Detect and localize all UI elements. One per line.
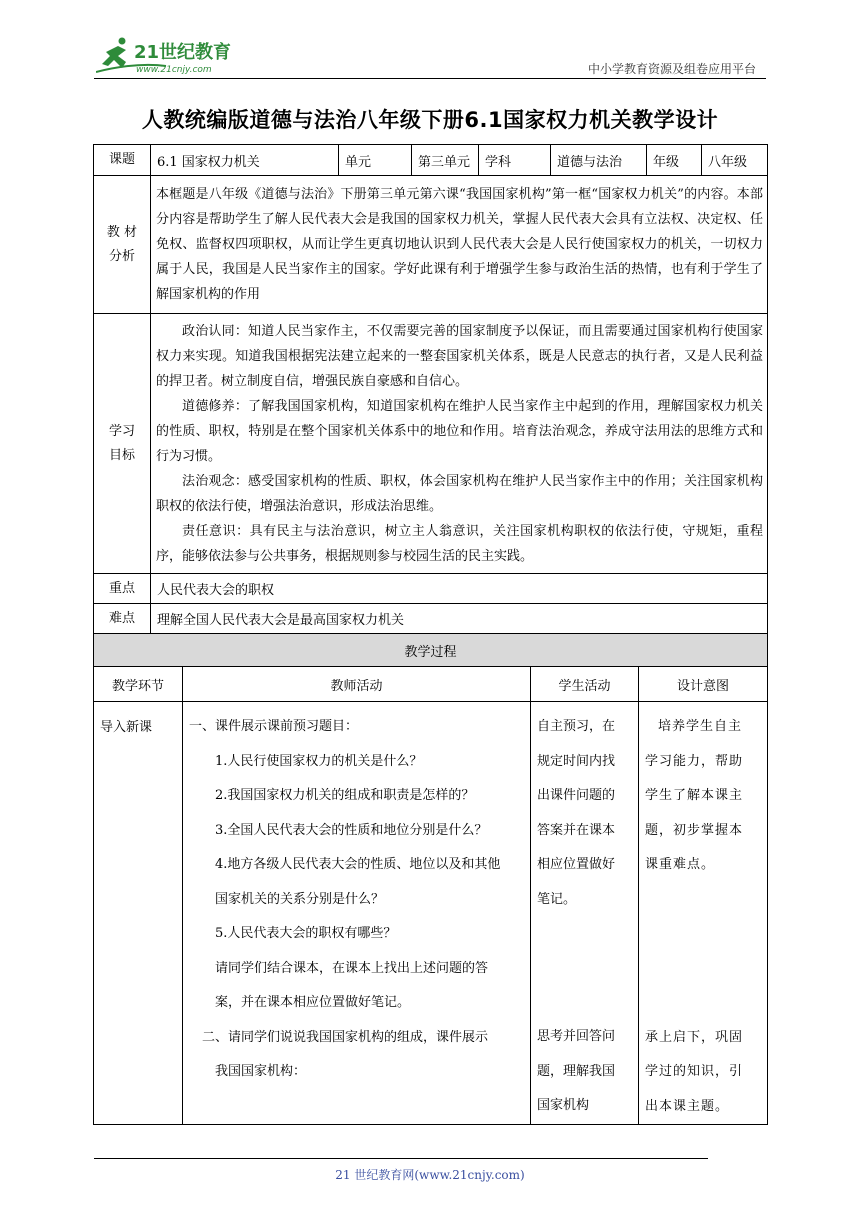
analysis-row xyxy=(94,176,768,314)
subject-value: 道德与法治 xyxy=(551,145,647,176)
intent-line: 出本课主题。 xyxy=(645,1098,730,1114)
key-point-label: 重点 xyxy=(94,574,151,604)
footer-divider xyxy=(94,1158,708,1159)
design-intent-cell xyxy=(639,702,768,1125)
analysis-paragraph: 本框题是八年级《道德与法治》下册第三单元第六课“我国国家机构”第一框“国家权力机关”的内容。本部分内容是帮助学生了解人民代表大会是我国的国家权力机关，掌握人民代表大会具有立法权、决定权、任免权、监督权四项职权，从而让学生更真切地认识到人民代表大会是人民行使国家权力的机关，一切权力属于人民，我国是人民当家作主的国家。学好此课有利于增强学生参与政治生活的热情，也有利于学生了解国家机构的作用 xyxy=(156,187,763,302)
teaching-process-table xyxy=(93,633,768,1125)
footer-text: 21 世纪教育网(www.21cnjy.com) xyxy=(335,1168,525,1182)
column-header: 设计意图 xyxy=(639,667,768,702)
goals-row xyxy=(94,314,768,574)
topic-label: 课题 xyxy=(94,145,151,176)
column-header: 学生活动 xyxy=(531,667,639,702)
intent-line: 培养学生自主 xyxy=(658,719,743,734)
teacher-line: 案，并在课本相应位置做好笔记。 xyxy=(215,995,411,1010)
header-divider xyxy=(94,78,766,79)
analysis-text xyxy=(151,176,768,314)
page-title: 人教统编版道德与法治八年级下册6.1国家权力机关教学设计 xyxy=(141,108,719,132)
student-line: 笔记。 xyxy=(537,891,577,907)
table-row xyxy=(94,702,768,1125)
student-line: 答案并在课本 xyxy=(537,822,616,838)
goal-paragraph: 政治认同：知道人民当家作主，不仅需要完善的国家制度予以保证，而且需要通过国家机构行使国家权力来实现。知道我国根据宪法建立起来的一整套国家机关体系，既是人民意志的执行者，又是人民利益的捍卫者。树立制度自信，增强民族自豪感和自信心。 xyxy=(156,323,763,389)
subject-label: 学科 xyxy=(479,145,551,176)
teacher-line: 我国国家机构： xyxy=(215,1064,307,1079)
intent-line: 课重难点。 xyxy=(645,857,716,872)
logo-main-text: 21世纪教育 xyxy=(134,42,232,63)
teacher-line: 2.我国国家权力机关的组成和职责是怎样的？ xyxy=(215,788,475,803)
grade-label: 年级 xyxy=(647,145,702,176)
spacer xyxy=(537,917,632,1020)
teacher-line: 1.人民行使国家权力的机关是什么？ xyxy=(215,753,423,769)
difficulty-row xyxy=(94,604,768,634)
student-activity-cell xyxy=(531,702,639,1125)
logo-url-text: www.21cnjy.com xyxy=(136,65,212,75)
teacher-line: 二、请同学们说说我国国家机构的组成，课件展示 xyxy=(202,1029,489,1045)
teacher-line: 一、课件展示课前预习题目： xyxy=(189,719,359,734)
difficulty-label: 难点 xyxy=(94,604,151,634)
unit-label: 单元 xyxy=(339,145,412,176)
intent-line: 学生了解本课主 xyxy=(645,788,744,803)
unit-value: 第三单元 xyxy=(412,145,479,176)
goals-label: 学习 目标 xyxy=(94,314,151,574)
student-line: 规定时间内找 xyxy=(537,753,616,769)
grade-value: 八年级 xyxy=(702,145,768,176)
student-line: 自主预习，在 xyxy=(537,719,616,734)
teacher-line: 5.人民代表大会的职权有哪些？ xyxy=(215,926,397,941)
teacher-activity-cell xyxy=(183,702,531,1125)
process-heading: 教学过程 xyxy=(94,634,768,667)
key-point-row xyxy=(94,574,768,604)
info-row xyxy=(94,145,768,176)
goals-text xyxy=(151,314,768,574)
goal-paragraph: 法治观念：感受国家机构的性质、职权，体会国家机构在维护人民当家作主中的作用；关注国家机构职权的依法行使，增强法治意识，形成法治思维。 xyxy=(156,473,763,514)
student-line: 相应位置做好 xyxy=(537,857,616,872)
difficulty-text: 理解全国人民代表大会是最高国家权力机关 xyxy=(151,604,768,634)
intent-line: 题，初步掌握本 xyxy=(645,822,744,838)
student-line: 出课件问题的 xyxy=(537,788,616,803)
column-header: 教学环节 xyxy=(94,667,183,702)
goal-paragraph: 责任意识：具有民主与法治意识，树立主人翁意识，关注国家机构职权的依法行使，守规矩，重程序，能够依法参与公共事务，根据规则参与校园生活的民主实践。 xyxy=(156,523,763,564)
platform-name: 中小学教育资源及组卷应用平台 xyxy=(587,62,756,76)
column-header-row xyxy=(94,667,768,702)
teacher-line: 4.地方各级人民代表大会的性质、地位以及和其他 xyxy=(215,857,501,872)
student-line: 思考并回答问 xyxy=(537,1029,616,1044)
goal-paragraph: 道德修养：了解我国国家机构，知道国家机构在维护人民当家作主中起到的作用，理解国家权力机关的性质、职权，特别是在整个国家机关体系中的地位和作用。培育法治观念，养成守法用法的思维方式和行为习惯。 xyxy=(156,398,763,464)
student-line: 题，理解我国 xyxy=(537,1063,616,1079)
spacer xyxy=(645,883,761,1021)
intent-line: 学过的知识，引 xyxy=(645,1064,744,1079)
student-line: 国家机构 xyxy=(537,1098,590,1113)
stage-cell: 导入新课 xyxy=(94,702,183,1125)
intent-line: 学习能力，帮助 xyxy=(645,753,744,769)
site-logo xyxy=(96,36,266,80)
analysis-label: 教 材 分析 xyxy=(94,176,151,314)
key-point-text: 人民代表大会的职权 xyxy=(151,574,768,604)
column-header: 教师活动 xyxy=(183,667,531,702)
process-heading-row xyxy=(94,634,768,667)
teacher-line: 国家机关的关系分别是什么？ xyxy=(215,891,385,907)
topic-value: 6.1 国家权力机关 xyxy=(151,145,339,176)
lesson-info-table xyxy=(93,144,768,634)
teacher-line: 请同学们结合课本，在课本上找出上述问题的答 xyxy=(215,960,489,976)
intent-line: 承上启下，巩固 xyxy=(645,1029,744,1045)
teacher-line: 3.全国人民代表大会的性质和地位分别是什么？ xyxy=(215,822,488,838)
